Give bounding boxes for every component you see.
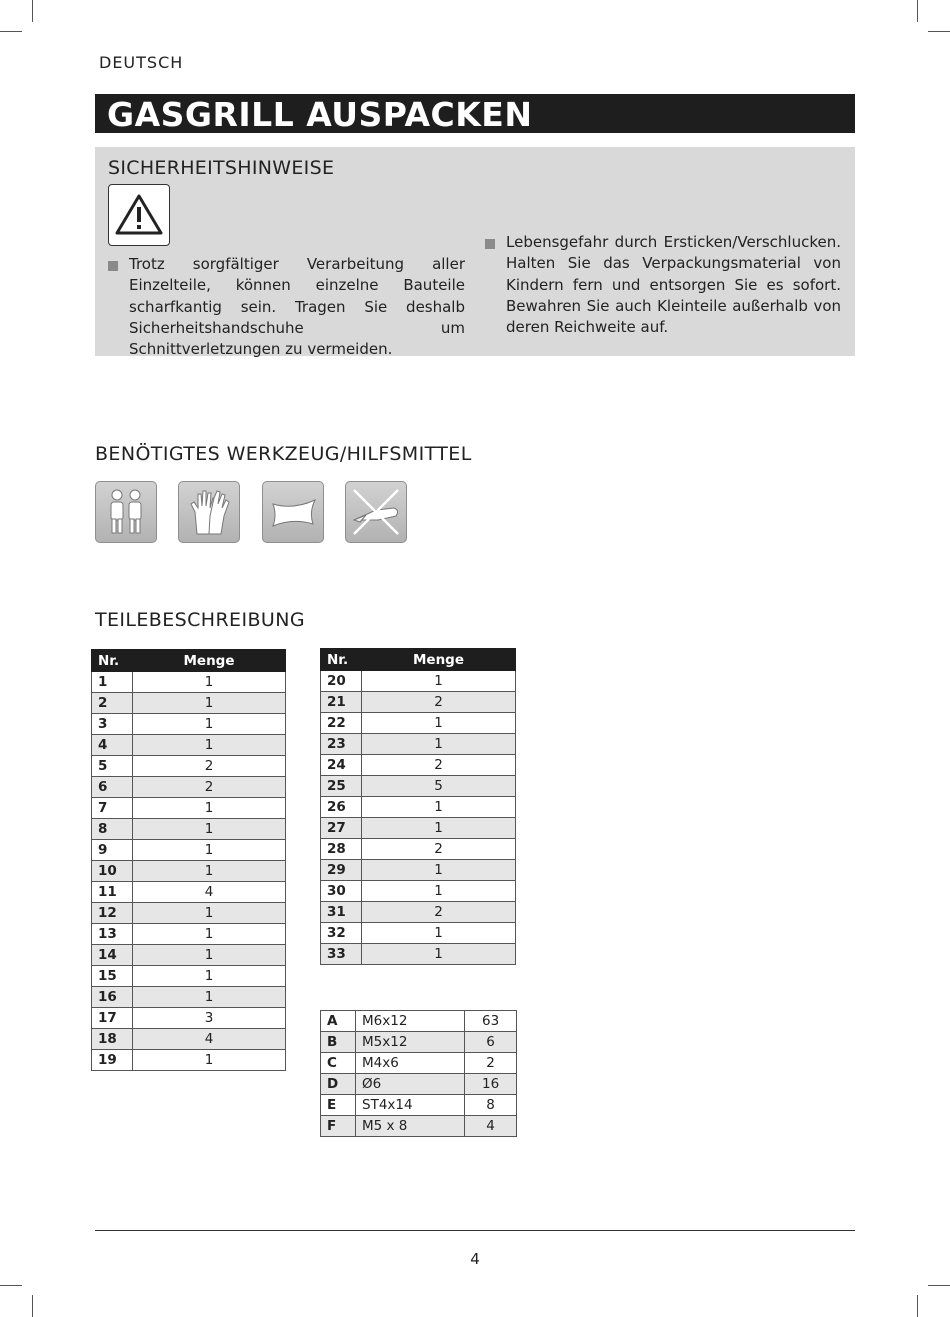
- part-number: 10: [92, 861, 133, 882]
- table-row: [321, 1095, 517, 1116]
- part-quantity: 5: [362, 776, 516, 797]
- part-quantity: 1: [133, 903, 286, 924]
- part-quantity: 1: [133, 672, 286, 693]
- hardware-quantity: 2: [465, 1053, 517, 1074]
- hardware-letter: D: [321, 1074, 356, 1095]
- part-number: 14: [92, 945, 133, 966]
- part-quantity: 1: [362, 881, 516, 902]
- tool-gloves: [178, 481, 240, 543]
- table-row: [321, 1053, 517, 1074]
- table-row: [92, 840, 286, 861]
- part-number: 26: [321, 797, 362, 818]
- hardware-letter: A: [321, 1011, 356, 1032]
- bullet-icon: [485, 239, 495, 249]
- table-row: [321, 860, 516, 881]
- part-quantity: 2: [133, 756, 286, 777]
- tool-cloth: [262, 481, 324, 543]
- column-header-menge: Menge: [133, 650, 286, 672]
- part-number: 28: [321, 839, 362, 860]
- part-number: 17: [92, 1008, 133, 1029]
- tool-no-knife: [345, 481, 407, 543]
- part-quantity: 1: [362, 713, 516, 734]
- hardware-size: ST4x14: [356, 1095, 465, 1116]
- crop-mark: [32, 0, 33, 22]
- hardware-quantity: 6: [465, 1032, 517, 1053]
- safety-heading: SICHERHEITSHINWEISE: [108, 157, 335, 179]
- table-row: [92, 1029, 286, 1050]
- footer-divider: [95, 1230, 855, 1231]
- page-number: 4: [470, 1250, 480, 1268]
- part-number: 4: [92, 735, 133, 756]
- part-number: 22: [321, 713, 362, 734]
- crop-mark: [928, 31, 950, 32]
- hardware-quantity: 16: [465, 1074, 517, 1095]
- crop-mark: [32, 1295, 33, 1317]
- table-row: [92, 1008, 286, 1029]
- part-number: 23: [321, 734, 362, 755]
- table-row: [321, 1074, 517, 1095]
- part-number: 21: [321, 692, 362, 713]
- part-quantity: 1: [133, 714, 286, 735]
- table-row: [321, 671, 516, 692]
- part-quantity: 4: [133, 1029, 286, 1050]
- column-header-nr: Nr.: [92, 650, 133, 672]
- hardware-size: Ø6: [356, 1074, 465, 1095]
- table-row: [321, 692, 516, 713]
- part-quantity: 1: [362, 860, 516, 881]
- table-row: [92, 735, 286, 756]
- part-quantity: 1: [362, 797, 516, 818]
- part-number: 12: [92, 903, 133, 924]
- hardware-quantity: 63: [465, 1011, 517, 1032]
- hardware-size: M4x6: [356, 1053, 465, 1074]
- tools-heading: BENÖTIGTES WERKZEUG/HILFSMITTEL: [95, 443, 472, 465]
- part-quantity: 1: [133, 1050, 286, 1071]
- part-quantity: 1: [133, 840, 286, 861]
- hardware-size: M5x12: [356, 1032, 465, 1053]
- crop-mark: [917, 1295, 918, 1317]
- table-row: [92, 987, 286, 1008]
- table-row: [321, 923, 516, 944]
- part-quantity: 1: [362, 671, 516, 692]
- table-row: [92, 714, 286, 735]
- part-number: 5: [92, 756, 133, 777]
- table-row: [92, 1050, 286, 1071]
- gloves-icon: [179, 482, 239, 542]
- hardware-letter: E: [321, 1095, 356, 1116]
- part-number: 6: [92, 777, 133, 798]
- hardware-table: [320, 1010, 517, 1137]
- table-row: [92, 777, 286, 798]
- part-number: 16: [92, 987, 133, 1008]
- part-quantity: 2: [362, 755, 516, 776]
- part-quantity: 1: [133, 693, 286, 714]
- table-row: [92, 756, 286, 777]
- part-number: 33: [321, 944, 362, 965]
- part-number: 8: [92, 819, 133, 840]
- hardware-size: M5 x 8: [356, 1116, 465, 1137]
- part-number: 24: [321, 755, 362, 776]
- table-row: [321, 881, 516, 902]
- no-cutter-knife-icon: [346, 482, 406, 542]
- part-quantity: 1: [133, 924, 286, 945]
- table-row: [321, 797, 516, 818]
- part-number: 2: [92, 693, 133, 714]
- table-row: [92, 672, 286, 693]
- part-quantity: 3: [133, 1008, 286, 1029]
- part-quantity: 1: [133, 987, 286, 1008]
- warning-triangle-icon: [113, 191, 165, 239]
- part-number: 15: [92, 966, 133, 987]
- parts-table-1: [91, 649, 286, 1071]
- part-number: 13: [92, 924, 133, 945]
- bullet-icon: [108, 261, 118, 271]
- part-number: 7: [92, 798, 133, 819]
- column-header-nr: Nr.: [321, 649, 362, 671]
- cloth-icon: [263, 482, 323, 542]
- part-quantity: 1: [362, 944, 516, 965]
- safety-note: Lebensgefahr durch Ersticken/Verschlucken. Halten Sie das Verpackungsmaterial von Kindern fern und entsorgen Sie es sofort. Bewahren Sie auch Kleinteile außerhalb von deren Reichweite auf.: [506, 232, 841, 338]
- part-quantity: 1: [133, 966, 286, 987]
- part-quantity: 1: [133, 819, 286, 840]
- table-row: [92, 693, 286, 714]
- table-row: [321, 1011, 517, 1032]
- warning-sign: [108, 184, 170, 246]
- hardware-quantity: 8: [465, 1095, 517, 1116]
- table-row: [92, 945, 286, 966]
- table-row: [321, 839, 516, 860]
- part-number: 29: [321, 860, 362, 881]
- part-quantity: 4: [133, 882, 286, 903]
- table-row: [321, 1116, 517, 1137]
- table-row: [92, 924, 286, 945]
- part-number: 32: [321, 923, 362, 944]
- hardware-size: M6x12: [356, 1011, 465, 1032]
- hardware-letter: C: [321, 1053, 356, 1074]
- part-number: 18: [92, 1029, 133, 1050]
- table-row: [321, 734, 516, 755]
- part-quantity: 2: [362, 692, 516, 713]
- crop-mark: [928, 1285, 950, 1286]
- crop-mark: [917, 0, 918, 22]
- part-number: 30: [321, 881, 362, 902]
- part-number: 9: [92, 840, 133, 861]
- table-row: [92, 882, 286, 903]
- part-quantity: 1: [362, 923, 516, 944]
- part-quantity: 2: [362, 839, 516, 860]
- part-quantity: 1: [133, 798, 286, 819]
- tool-two-persons: [95, 481, 157, 543]
- hardware-letter: B: [321, 1032, 356, 1053]
- table-row: [321, 944, 516, 965]
- part-quantity: 1: [133, 861, 286, 882]
- safety-box: [95, 147, 855, 359]
- part-quantity: 1: [133, 945, 286, 966]
- hardware-quantity: 4: [465, 1116, 517, 1137]
- part-number: 25: [321, 776, 362, 797]
- table-row: [321, 902, 516, 923]
- table-row: [321, 755, 516, 776]
- part-number: 20: [321, 671, 362, 692]
- part-quantity: 1: [362, 734, 516, 755]
- table-row: [321, 1032, 517, 1053]
- page-title-bar: [95, 94, 855, 133]
- table-row: [92, 903, 286, 924]
- part-number: 27: [321, 818, 362, 839]
- safety-note: Trotz sorgfältiger Verarbeitung aller Einzelteile, können einzelne Bauteile scharfkantig sein. Tragen Sie deshalb Sicherheitshandschuhe um Schnittverletzungen zu vermeiden.: [129, 254, 465, 360]
- part-number: 11: [92, 882, 133, 903]
- part-quantity: 1: [133, 735, 286, 756]
- two-persons-icon: [96, 482, 156, 542]
- part-number: 3: [92, 714, 133, 735]
- crop-mark: [0, 31, 22, 32]
- table-row: [92, 966, 286, 987]
- part-quantity: 1: [362, 818, 516, 839]
- part-number: 31: [321, 902, 362, 923]
- language-label: DEUTSCH: [99, 53, 184, 72]
- column-header-menge: Menge: [362, 649, 516, 671]
- part-number: 19: [92, 1050, 133, 1071]
- part-number: 1: [92, 672, 133, 693]
- parts-table-2: [320, 648, 516, 965]
- parts-heading: TEILEBESCHREIBUNG: [95, 609, 305, 631]
- page-title: GASGRILL AUSPACKEN: [107, 95, 533, 134]
- table-row: [321, 818, 516, 839]
- hardware-letter: F: [321, 1116, 356, 1137]
- part-quantity: 2: [362, 902, 516, 923]
- crop-mark: [0, 1285, 22, 1286]
- table-row: [92, 819, 286, 840]
- part-quantity: 2: [133, 777, 286, 798]
- table-row: [92, 861, 286, 882]
- table-row: [321, 713, 516, 734]
- table-row: [92, 798, 286, 819]
- table-row: [321, 776, 516, 797]
